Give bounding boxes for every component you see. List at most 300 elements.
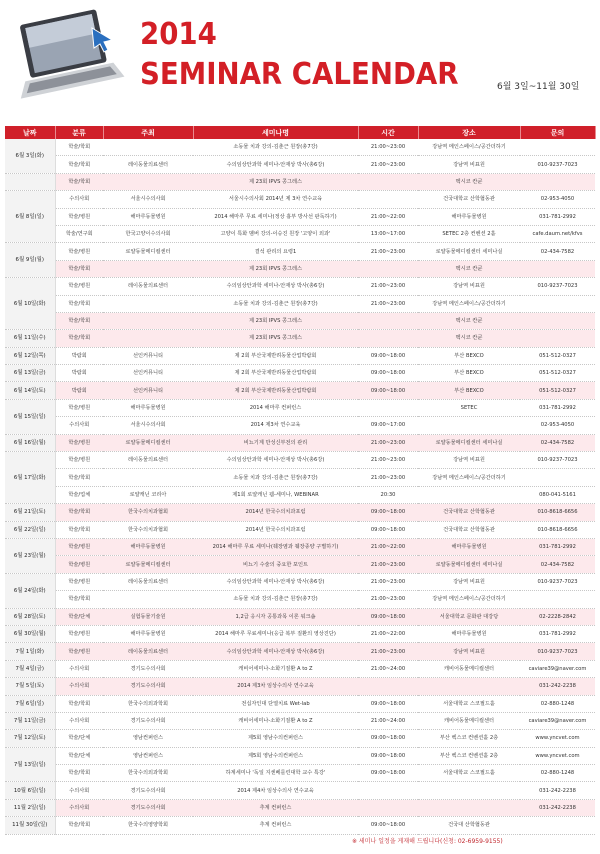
cell-time: 21:00~23:00	[358, 243, 418, 260]
cell-category: 학술/병원	[55, 556, 103, 573]
cell-contact: 031-781-2992	[520, 538, 595, 555]
cell-place: 부산 BEXCO	[418, 365, 520, 382]
cell-time: 21:00~23:00	[358, 556, 418, 573]
cell-place: 로얄동물메디컬센터 세미나실	[418, 243, 520, 260]
table-header-row	[5, 126, 595, 139]
cell-host: 레이동물의료센터	[103, 452, 193, 469]
cell-host: 로얄동물메디컬센터	[103, 434, 193, 451]
cell-time: 09:00~18:00	[358, 347, 418, 364]
cell-seminar: 수의임상안과학 세미나-안재상 박사(총6강)	[193, 156, 358, 173]
cell-host: 한국수의외과학회	[103, 695, 193, 712]
cell-contact: 02-880-1248	[520, 695, 595, 712]
cell-seminar: 제 23회 IPVS 콩그레스	[193, 260, 358, 277]
table-row	[5, 695, 595, 712]
cell-seminar: 제5회 영남수의컨퍼런스	[193, 747, 358, 764]
cell-host	[103, 591, 193, 608]
cell-time: 21:00~22:00	[358, 208, 418, 225]
cell-contact: caviare39@naver.com	[520, 660, 595, 677]
cell-time: 13:00~17:00	[358, 225, 418, 242]
cell-contact	[520, 330, 595, 347]
cell-time: 21:00~23:00	[358, 591, 418, 608]
table-row	[5, 504, 595, 521]
row-date: 6월 17일(화)	[5, 452, 55, 504]
cell-seminar: 2014 제3차 임상수의사 연수교육	[193, 678, 358, 695]
cell-contact: 02-953-4050	[520, 191, 595, 208]
cell-seminar: 2014년 한국수의치과포럼	[193, 504, 358, 521]
table-row	[5, 139, 595, 156]
cell-seminar: 비뇨기계 만성신부전의 관리	[193, 434, 358, 451]
laptop-icon	[8, 6, 126, 110]
table-row	[5, 173, 595, 190]
cell-contact: 031-781-2992	[520, 625, 595, 642]
cell-seminar: 1,2급 응시자 공통과목 이론 워크숍	[193, 608, 358, 625]
cell-contact	[520, 312, 595, 329]
cell-contact	[520, 260, 595, 277]
cell-category: 학술/병원	[55, 643, 103, 660]
cell-contact: 02-434-7582	[520, 556, 595, 573]
cell-host: 경기도수의사회	[103, 678, 193, 695]
cell-place: 멕시코 칸쿤	[418, 173, 520, 190]
cell-seminar: 제5회 영남수의컨퍼런스	[193, 730, 358, 747]
cell-host: 선인커뮤니티	[103, 365, 193, 382]
table-row	[5, 278, 595, 295]
row-date: 6월 12일(목)	[5, 347, 55, 364]
cell-time: 21:00~23:00	[358, 278, 418, 295]
cell-time	[358, 782, 418, 799]
cell-host: 경기도수의사회	[103, 799, 193, 816]
cell-place: 멕시코 칸쿤	[418, 330, 520, 347]
row-date: 6월 15일(일)	[5, 399, 55, 434]
table-row	[5, 312, 595, 329]
cell-seminar: 추계 컨퍼런스	[193, 799, 358, 816]
cell-place: 강남역 비표원	[418, 156, 520, 173]
cell-category: 학술/연구회	[55, 225, 103, 242]
cell-host: 해마루동물병원	[103, 208, 193, 225]
table-row	[5, 486, 595, 503]
cell-place: 로얄동물메디컬센터 세미나실	[418, 556, 520, 573]
col-date: 날짜	[5, 126, 55, 139]
table-row	[5, 747, 595, 764]
col-category: 분류	[55, 126, 103, 139]
table-row	[5, 660, 595, 677]
cell-host	[103, 330, 193, 347]
cell-host: 경기도수의사회	[103, 660, 193, 677]
row-date: 7월 5일(토)	[5, 678, 55, 695]
row-date: 11월 2일(일)	[5, 799, 55, 816]
cell-host: 해마루동물병원	[103, 399, 193, 416]
cell-time: 09:00~18:00	[358, 521, 418, 538]
cell-category: 수의사회	[55, 660, 103, 677]
table-row	[5, 782, 595, 799]
cell-host: 영남컨퍼런스	[103, 747, 193, 764]
cell-seminar: 2014 해마루 컨퍼런스	[193, 399, 358, 416]
cell-time: 09:00~18:00	[358, 817, 418, 834]
cell-seminar: 제 23회 IPVS 콩그레스	[193, 330, 358, 347]
row-date: 6월 13일(금)	[5, 365, 55, 382]
row-date: 6월 9일(월)	[5, 243, 55, 278]
cell-seminar: 고양이 특화 멤버 강의-이승진 원장 '고양이 외과'	[193, 225, 358, 242]
cell-seminar: 제 23회 IPVS 콩그레스	[193, 173, 358, 190]
cell-category: 학술/학회	[55, 504, 103, 521]
cell-contact: caviare39@naver.com	[520, 712, 595, 729]
cell-category: 학술/병원	[55, 573, 103, 590]
cell-contact: www.yncvet.com	[520, 747, 595, 764]
cell-host: 로얄캐닌 코리아	[103, 486, 193, 503]
table-row	[5, 417, 595, 434]
row-date: 7월 4일(금)	[5, 660, 55, 677]
cell-place: 건국대학교 산학협동관	[418, 191, 520, 208]
cell-contact: 010-9237-7023	[520, 278, 595, 295]
cell-host	[103, 469, 193, 486]
cell-place: 캐비어동물메디컬센터	[418, 660, 520, 677]
cell-seminar: 소동물 치과 강의-김춘근 원장(총7강)	[193, 469, 358, 486]
cell-category: 학술/병원	[55, 625, 103, 642]
cell-place: 부산 벡스코 컨벤션홀 2층	[418, 747, 520, 764]
table-row	[5, 225, 595, 242]
cell-seminar: 수의임상안과학 세미나-안재상 박사(총6강)	[193, 573, 358, 590]
cell-contact: 051-512-0327	[520, 347, 595, 364]
cell-category: 학술/학회	[55, 765, 103, 782]
cell-contact: 031-242-2238	[520, 782, 595, 799]
cell-place: 부산 벡스코 컨벤션홀 2층	[418, 730, 520, 747]
cell-time	[358, 191, 418, 208]
cell-seminar: 수의임상안과학 세미나-안재상 박사(총6강)	[193, 278, 358, 295]
cell-contact	[520, 295, 595, 312]
cell-place	[418, 486, 520, 503]
cell-time: 09:00~18:00	[358, 365, 418, 382]
col-time: 시간	[358, 126, 418, 139]
header	[0, 0, 600, 122]
cell-category: 학술/학회	[55, 469, 103, 486]
cell-category: 박람회	[55, 382, 103, 399]
table-row	[5, 365, 595, 382]
cell-category: 수의사회	[55, 782, 103, 799]
cell-place: 강남역 메인스페이스/공간더하기	[418, 139, 520, 156]
cell-time: 21:00~23:00	[358, 573, 418, 590]
cell-time	[358, 173, 418, 190]
cell-category: 수의사회	[55, 712, 103, 729]
cell-contact: 010-9237-7023	[520, 452, 595, 469]
cell-category: 학술/병원	[55, 399, 103, 416]
cell-time: 21:00~23:00	[358, 434, 418, 451]
cell-place: 해마루동물병원	[418, 208, 520, 225]
cell-category: 학술/학회	[55, 817, 103, 834]
cell-time: 09:00~18:00	[358, 747, 418, 764]
cell-place: 강남역 비표원	[418, 452, 520, 469]
cell-host: 한국고양이수의사회	[103, 225, 193, 242]
row-date: 11월 30일(일)	[5, 817, 55, 834]
cell-category: 학술/단체	[55, 747, 103, 764]
seminar-table	[5, 126, 596, 835]
cell-seminar: 제 23회 IPVS 콩그레스	[193, 312, 358, 329]
row-date: 6월 16일(월)	[5, 434, 55, 451]
table-row	[5, 799, 595, 816]
cell-time: 21:00~24:00	[358, 712, 418, 729]
table-row	[5, 556, 595, 573]
cell-host: 해마루동물병원	[103, 625, 193, 642]
col-place: 장소	[418, 126, 520, 139]
table-row	[5, 260, 595, 277]
cell-place	[418, 678, 520, 695]
cell-category: 박람회	[55, 347, 103, 364]
cell-seminar: 제 2회 부산국제반려동물산업박람회	[193, 365, 358, 382]
cell-contact: 051-512-0327	[520, 365, 595, 382]
cell-category: 학술/병원	[55, 452, 103, 469]
cell-place: 강남역 메인스페이스/공간더하기	[418, 295, 520, 312]
cell-contact	[520, 139, 595, 156]
row-date: 6월 3일(화)	[5, 139, 55, 173]
cell-category: 학술/학회	[55, 156, 103, 173]
row-date: 6월 11일(수)	[5, 330, 55, 347]
table-row	[5, 817, 595, 834]
cell-host: 레이동물의료센터	[103, 156, 193, 173]
cell-host: 한국수의외과학회	[103, 765, 193, 782]
cell-host: 레이동물의료센터	[103, 278, 193, 295]
table-row	[5, 538, 595, 555]
cell-seminar: 서울시수의사회 2014년 제 3차 연수교육	[193, 191, 358, 208]
cell-contact	[520, 817, 595, 834]
cell-place	[418, 417, 520, 434]
cell-host: 선인커뮤니티	[103, 347, 193, 364]
cell-place: 건국대학교 산학협동관	[418, 521, 520, 538]
cell-contact: 031-242-2238	[520, 678, 595, 695]
cell-contact	[520, 469, 595, 486]
cell-host: 경기도수의사회	[103, 782, 193, 799]
cell-host	[103, 312, 193, 329]
cell-time: 09:00~18:00	[358, 730, 418, 747]
cell-seminar: 수의임상안과학 세미나-안재상 박사(총6강)	[193, 452, 358, 469]
cell-time	[358, 330, 418, 347]
cell-time: 21:00~23:00	[358, 469, 418, 486]
cell-place: SETEC 2층 컨벤션 2홀	[418, 225, 520, 242]
cell-category: 수의사회	[55, 799, 103, 816]
cell-time: 09:00~18:00	[358, 695, 418, 712]
cell-category: 박람회	[55, 365, 103, 382]
cell-place: 멕시코 칸쿤	[418, 260, 520, 277]
cell-contact: 010-9237-7023	[520, 156, 595, 173]
table-row	[5, 608, 595, 625]
cell-category: 수의사회	[55, 417, 103, 434]
cell-place	[418, 782, 520, 799]
cell-host: 영남컨퍼런스	[103, 730, 193, 747]
cell-time	[358, 312, 418, 329]
cell-contact: 051-512-0327	[520, 382, 595, 399]
cell-place: 건국대학교 산학협동관	[418, 504, 520, 521]
row-date: 7월 1일(화)	[5, 643, 55, 660]
cell-seminar: 2014 해마루 무료 세미나(정상 흉부 방사선 판독하기)	[193, 208, 358, 225]
cell-seminar: 제1회 로얄캐닌 웹-세미나, WEBINAR	[193, 486, 358, 503]
cell-seminar: 추계 컨퍼런스	[193, 817, 358, 834]
cell-host: 선인커뮤니티	[103, 382, 193, 399]
cell-place: 강남역 메인스페이스/공간더하기	[418, 469, 520, 486]
cell-place: SETEC	[418, 399, 520, 416]
cell-host: 로얄동물메디컬센터	[103, 556, 193, 573]
cell-category: 학술/업체	[55, 486, 103, 503]
cell-category: 학술/학회	[55, 295, 103, 312]
page-title: SEMINAR CALENDAR	[140, 57, 459, 92]
col-seminar: 세미나명	[193, 126, 358, 139]
table-row	[5, 521, 595, 538]
cell-category: 학술/단체	[55, 730, 103, 747]
cell-contact: 02-953-4050	[520, 417, 595, 434]
cell-category: 수의사회	[55, 678, 103, 695]
row-date: 6월 8일(일)	[5, 191, 55, 243]
row-date: 6월 23일(월)	[5, 538, 55, 573]
row-date: 6월 28일(토)	[5, 608, 55, 625]
table-row	[5, 591, 595, 608]
cell-seminar: 캐비어세미나-소화기질환 A to Z	[193, 660, 358, 677]
cell-host: 한국수의영양학회	[103, 817, 193, 834]
cell-time	[358, 399, 418, 416]
cell-time: 09:00~18:00	[358, 382, 418, 399]
cell-seminar: 제 2회 부산국제반려동물산업박람회	[193, 382, 358, 399]
cell-time: 09:00~18:00	[358, 608, 418, 625]
cell-time: 21:00~23:00	[358, 139, 418, 156]
table-row	[5, 712, 595, 729]
cell-place: 서울대학교 스코필드홀	[418, 695, 520, 712]
cell-seminar: 비뇨기 수술의 중요한 포인트	[193, 556, 358, 573]
cell-place: 건국대 산학협동관	[418, 817, 520, 834]
cell-seminar: 제 2회 부산국제반려동물산업박람회	[193, 347, 358, 364]
cell-seminar: 소동물 치과 강의-김춘근 원장(총7강)	[193, 139, 358, 156]
cell-category: 학술/학회	[55, 312, 103, 329]
cell-time	[358, 260, 418, 277]
cell-place: 부산 BEXCO	[418, 382, 520, 399]
cell-host: 한국수의치과협회	[103, 521, 193, 538]
cell-place: 강남역 비표원	[418, 573, 520, 590]
cell-category: 학술/병원	[55, 278, 103, 295]
cell-seminar: 캐비어세미나-소화기질환 A to Z	[193, 712, 358, 729]
cell-host	[103, 295, 193, 312]
cell-place: 로얄동물메디컬센터 세미나실	[418, 434, 520, 451]
table-row	[5, 382, 595, 399]
table-row	[5, 208, 595, 225]
cell-time: 21:00~23:00	[358, 156, 418, 173]
table-body	[5, 139, 595, 834]
cell-host: 로얄동물메디컬센터	[103, 243, 193, 260]
cell-seminar: 하계세미나 '독일 지센베를린대학 교수 특강'	[193, 765, 358, 782]
cell-category: 학술/병원	[55, 243, 103, 260]
table-row	[5, 156, 595, 173]
table-row	[5, 330, 595, 347]
cell-time	[358, 799, 418, 816]
cell-host: 한국수의치과협회	[103, 504, 193, 521]
cell-contact: cafe.daum.net/kfvs	[520, 225, 595, 242]
cell-contact	[520, 173, 595, 190]
col-contact: 문의	[520, 126, 595, 139]
cell-time: 21:00~23:00	[358, 452, 418, 469]
cell-category: 학술/학회	[55, 139, 103, 156]
cell-time: 21:00~23:00	[358, 295, 418, 312]
cell-time: 21:00~22:00	[358, 625, 418, 642]
cell-contact: 031-242-2238	[520, 799, 595, 816]
cell-contact: 031-781-2992	[520, 399, 595, 416]
table-row	[5, 573, 595, 590]
cell-contact: 010-8618-6656	[520, 504, 595, 521]
cell-category: 학술/학회	[55, 521, 103, 538]
cell-contact: www.yncvet.com	[520, 730, 595, 747]
cell-time: 20:30	[358, 486, 418, 503]
cell-category: 학술/단체	[55, 608, 103, 625]
row-date: 7월 12일(토)	[5, 730, 55, 747]
row-date: 6월 21일(토)	[5, 504, 55, 521]
date-range: 6월 3일~11월 30일	[497, 82, 580, 92]
table-row	[5, 730, 595, 747]
cell-place: 캐비어동물메디컬센터	[418, 712, 520, 729]
table-row	[5, 643, 595, 660]
cell-host: 해마루동물병원	[103, 538, 193, 555]
cell-category: 학술/병원	[55, 538, 103, 555]
cell-time: 09:00~17:00	[358, 417, 418, 434]
cell-host: 레이동물의료센터	[103, 573, 193, 590]
cell-category: 학술/학회	[55, 173, 103, 190]
cell-seminar: 2014 제4차 임상수의사 연수교육	[193, 782, 358, 799]
cell-seminar: 2014 해마루 무료 세미나(췌장염과 췌장종양 구별하기)	[193, 538, 358, 555]
cell-contact: 010-8618-6656	[520, 521, 595, 538]
table-row	[5, 434, 595, 451]
cell-place: 부산 BEXCO	[418, 347, 520, 364]
title-year: 2014	[140, 17, 217, 52]
table-row	[5, 765, 595, 782]
cell-place: 해마루동물병원	[418, 625, 520, 642]
row-date: 6월 14일(토)	[5, 382, 55, 399]
cell-seminar: 2014 해마루 무료세미나(응급 복부 질환의 영상진단)	[193, 625, 358, 642]
cell-host	[103, 260, 193, 277]
cell-category: 학술/학회	[55, 260, 103, 277]
row-date: 7월 11일(금)	[5, 712, 55, 729]
cell-seminar: 2014 제3차 연수교육	[193, 417, 358, 434]
cell-category: 학술/학회	[55, 695, 103, 712]
cell-time: 21:00~22:00	[358, 538, 418, 555]
cell-contact: 010-9237-7023	[520, 643, 595, 660]
cell-place: 서울대학교 스코필드홀	[418, 765, 520, 782]
cell-time: 09:00~18:00	[358, 504, 418, 521]
cell-category: 수의사회	[55, 191, 103, 208]
cell-place: 해마루동물병원	[418, 538, 520, 555]
row-date: 7월 6일(일)	[5, 695, 55, 712]
cell-contact: 02-434-7582	[520, 243, 595, 260]
cell-contact: 02-434-7582	[520, 434, 595, 451]
cell-category: 학술/학회	[55, 330, 103, 347]
cell-place: 강남역 비표원	[418, 643, 520, 660]
footnote: ※ 세미나 일정을 게재해 드립니다(신청: 02-6959-9155)	[352, 838, 503, 845]
cell-place: 서울대학교 문화관 대강당	[418, 608, 520, 625]
cell-host: 경기도수의사회	[103, 712, 193, 729]
cell-category: 학술/병원	[55, 208, 103, 225]
cell-category: 학술/학회	[55, 591, 103, 608]
cell-seminar: 2014년 한국수의치과포럼	[193, 521, 358, 538]
row-date: 6월 24일(화)	[5, 573, 55, 608]
col-host: 주최	[103, 126, 193, 139]
cell-contact: 02-880-1248	[520, 765, 595, 782]
table-row	[5, 243, 595, 260]
cell-place: 멕시코 칸쿤	[418, 312, 520, 329]
row-date	[5, 173, 55, 190]
cell-time: 21:00~23:00	[358, 643, 418, 660]
table-row	[5, 295, 595, 312]
cell-host: 레이동물의료센터	[103, 643, 193, 660]
cell-seminar: 전십자인대 단열치료 Wet-lab	[193, 695, 358, 712]
cell-seminar: 수의임상안과학 세미나-안재상 박사(총6강)	[193, 643, 358, 660]
cell-place: 강남역 비표원	[418, 278, 520, 295]
table-row	[5, 399, 595, 416]
cell-time: 21:00~24:00	[358, 660, 418, 677]
row-date: 6월 10일(화)	[5, 278, 55, 330]
row-date: 6월 22일(일)	[5, 521, 55, 538]
table-row	[5, 191, 595, 208]
row-date: 10월 6일(일)	[5, 782, 55, 799]
table-row	[5, 625, 595, 642]
